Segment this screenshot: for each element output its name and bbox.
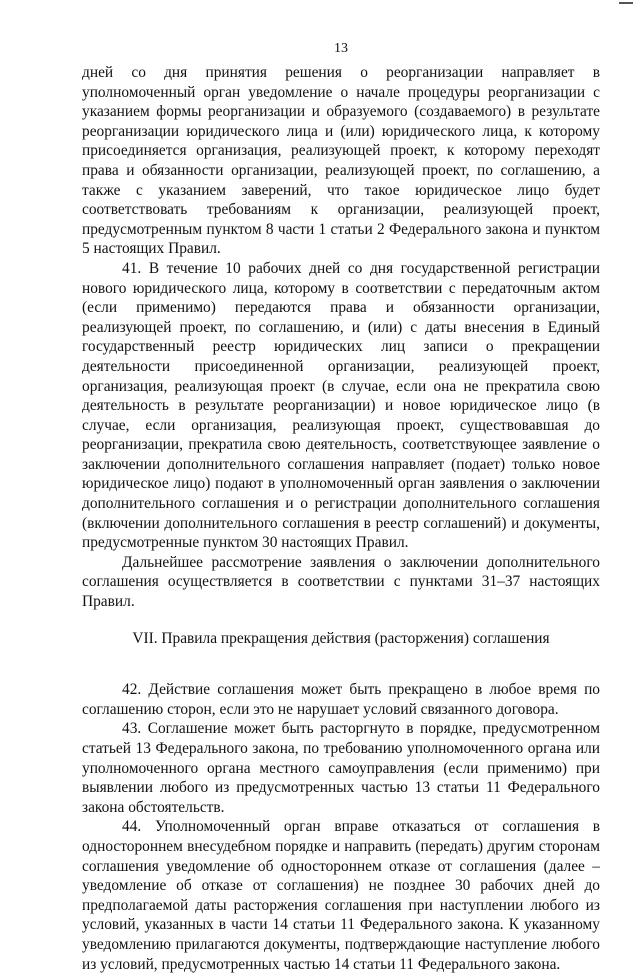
- paragraph-42: 42. Действие соглашения может быть прекращено в любое время по соглашению сторон, если это не нарушает условий связанного договора.: [82, 681, 600, 718]
- section-heading-vii: VII. Правила прекращения действия (расторжения) соглашения: [132, 629, 550, 647]
- paragraph-41-further-consideration: Дальнейшее рассмотрение заявления о заключении дополнительного соглашения осуществляется в соответствии с пунктами 31–37 настоящих Правил.: [82, 553, 600, 611]
- paragraph-40-continuation: дней со дня принятия решения о реорганизации направляет в уполномоченный орган уведомление о начале процедуры реорганизации с указанием формы реорганизации и образуемого (создаваемого) в результате реорганизации юридического лица и (или) юридического лица, к которому присоединяется организация, реализующей проект, к которому переходят права и обязанности организации, реализующей проект, по соглашению, а также с указанием заверений, что такое юридическое лицо будет соответствовать требованиям к организации, реализующей проект, предусмотренным пунктом 8 части 1 статьи 2 Федерального закона и пунктом 5 настоящих Правил.: [82, 64, 600, 258]
- paragraph-44: 44. Уполномоченный орган вправе отказаться от соглашения в одностороннем внесудебном порядке и направить (передать) другим сторонам соглашения уведомление об одностороннем отказе от соглашения (далее – уведомление об отказе от соглашения) не позднее 30 рабочих дней до предполагаемой даты расторжения соглашения при наступлении любого из условий, указанных в части 14 статьи 11 Федерального закона. К указанному уведомлению прилагаются документы, подтверждающие наступление любого из условий, предусмотренных частью 14 статьи 11 Федерального закона.: [82, 818, 600, 973]
- scan-edge-mark: [619, 2, 633, 4]
- paragraph-41: 41. В течение 10 рабочих дней со дня государственной регистрации нового юридического лица, которому в соответствии с передаточным актом (если применимо) передаются права и обязанности организации, реализующей проект, по соглашению, и (или) с даты внесения в Единый государственный реестр юридических лиц записи о прекращении деятельности присоединенной организации, реализующей проект, организация, реализующая проект (в случае, если она не прекратила свою деятельность в результате реорганизации) и новое юридическое лицо (в случае, если организация, реализующая проект, существовавшая до реорганизации, прекратила свою деятельность, соответствующее заявление о заключении дополнительного соглашения направляет (подает) только новое юридическое лицо) подают в уполномоченный орган заявления о заключении дополнительного соглашения и о регистрации дополнительного соглашения (включении дополнительного соглашения в реестр соглашений) и документы, предусмотренные пунктом 30 настоящих Правил.: [82, 259, 600, 552]
- paragraph-43: 43. Соглашение может быть расторгнуто в порядке, предусмотренном статьей 13 Федерального закона, по требованию уполномоченного органа или уполномоченного органа местного самоуправления (если применимо) при выявлении любого из предусмотренных частью 13 статьи 11 Федерального закона обстоятельств.: [82, 720, 600, 816]
- document-page: [82, 40, 600, 974]
- page-number: 13: [334, 41, 348, 56]
